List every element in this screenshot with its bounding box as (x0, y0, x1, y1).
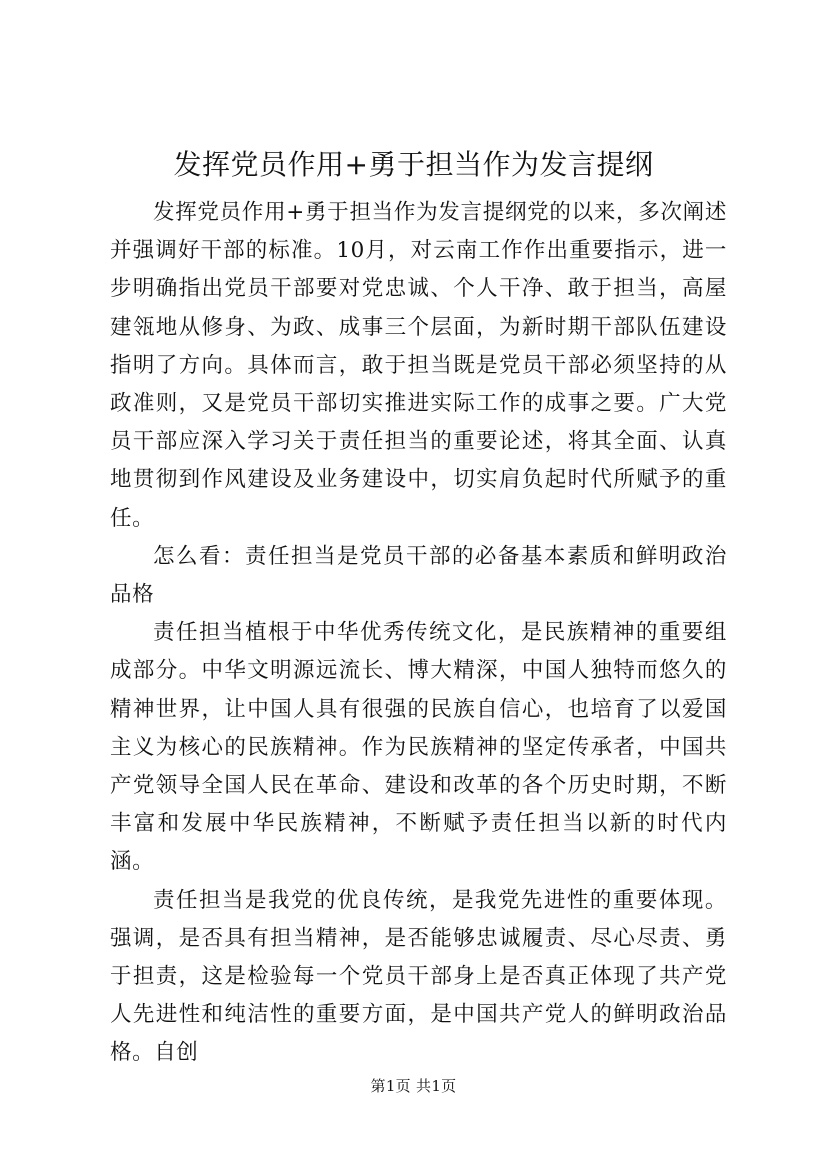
paragraph-intro: 发挥党员作用+勇于担当作为发言提纲党的以来，多次阐述并强调好干部的标准。10月，对云南工作作出重要指示，进一步明确指出党员干部要对党忠诚、个人干净、敢于担当，高屋建瓴地从修身、为政、成事三个层面，为新时期干部队伍建设指明了方向。具体而言，敢于担当既是党员干部必须坚持的从政准则，又是党员干部切实推进实际工作的成事之要。广大党员干部应深入学习关于责任担当的重要论述，将其全面、认真地贯彻到作风建设及业务建设中，切实肩负起时代所赋予的重任。 (110, 200, 727, 531)
page-footer: 第1页 共1页 (370, 1077, 457, 1095)
paragraph-party: 责任担当是我党的优良传统，是我党先进性的重要体现。强调，是否具有担当精神，是否能够忠诚履责、尽心尽责、勇于担责，这是检验每一个党员干部身上是否真正体现了共产党人先进性和纯洁性的重要方面，是中国共产党人的鲜明政治品格。自创 (110, 887, 727, 1066)
paragraph-tradition: 责任担当植根于中华优秀传统文化，是民族精神的重要组成部分。中华文明源远流长、博大精深，中国人独特而悠久的精神世界，让中国人具有很强的民族自信心，也培育了以爱国主义为核心的民族精神。作为民族精神的坚定传承者，中国共产党领导全国人民在革命、建设和改革的各个历史时期，不断丰富和发展中华民族精神，不断赋予责任担当以新的时代内涵。 (110, 620, 727, 875)
document-body (110, 194, 727, 1073)
paragraph-heading: 怎么看：责任担当是党员干部的必备基本素质和鲜明政治品格 (110, 543, 727, 608)
document-title: 发挥党员作用+勇于担当作为发言提纲 (173, 148, 654, 181)
